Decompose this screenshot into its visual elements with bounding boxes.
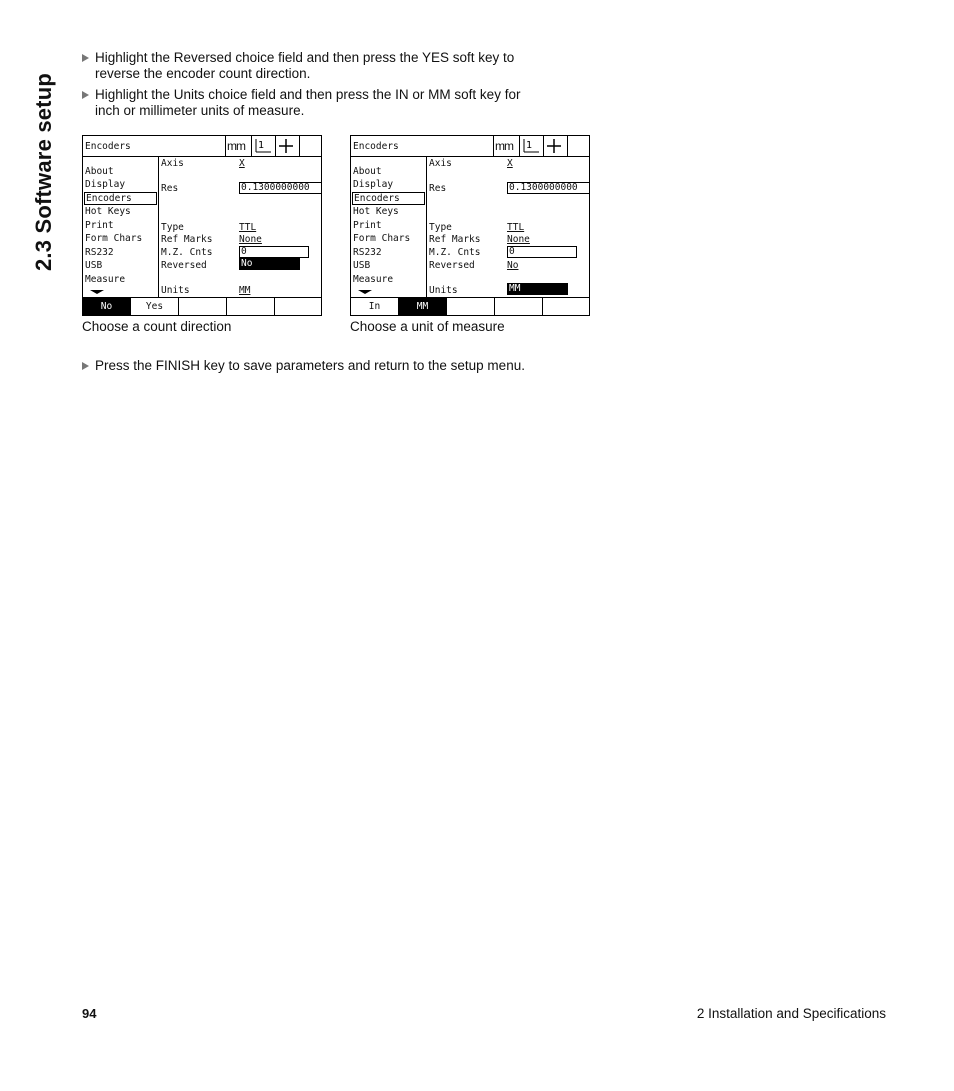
softkey-empty[interactable]	[495, 298, 543, 316]
encoders-screen-units	[350, 135, 590, 316]
svg-text:1: 1	[258, 140, 265, 151]
menu-item-print[interactable]: Print	[85, 220, 114, 231]
instruction-text: Press the FINISH key to save parameters and return to the setup menu.	[95, 358, 525, 373]
axis-label: Axis	[161, 158, 184, 169]
bullet-arrow-icon	[82, 362, 89, 370]
scroll-down-icon[interactable]	[358, 290, 372, 294]
menu-item-hot-keys[interactable]: Hot Keys	[353, 206, 399, 217]
axis-value[interactable]: X	[507, 158, 513, 169]
scroll-down-icon[interactable]	[90, 290, 104, 294]
divider	[543, 136, 544, 156]
type-value[interactable]: TTL	[239, 222, 257, 233]
page-number: 94	[82, 1006, 97, 1021]
mz-cnts-label: M.Z. Cnts	[429, 247, 481, 258]
units-value[interactable]: MM	[239, 285, 251, 296]
softkey-no[interactable]: No	[83, 298, 131, 316]
bullet-arrow-icon	[82, 91, 89, 99]
ref-marks-label: Ref Marks	[161, 234, 213, 245]
ref-marks-value[interactable]: None	[507, 234, 530, 245]
section-title	[24, 52, 64, 292]
encoders-screen-direction	[82, 135, 322, 316]
divider	[426, 156, 427, 297]
divider	[299, 136, 300, 156]
res-field[interactable]: 0.1300000000	[507, 182, 590, 194]
softkey-yes[interactable]: Yes	[131, 298, 179, 316]
axis-value[interactable]: X	[239, 158, 245, 169]
reversed-label: Reversed	[429, 260, 475, 271]
instruction-text: Highlight the Units choice field and then press the IN or MM soft key for inch or millimeter units of measure.	[95, 87, 521, 118]
softkey-empty[interactable]	[275, 298, 321, 316]
menu-item-usb[interactable]: USB	[353, 260, 371, 271]
screen-header	[83, 136, 321, 157]
divider	[567, 136, 568, 156]
divider	[519, 136, 520, 156]
axis-label: Axis	[429, 158, 452, 169]
res-label: Res	[161, 183, 179, 194]
softkey-in[interactable]: In	[351, 298, 399, 316]
reversed-field-highlighted[interactable]: No	[239, 258, 300, 270]
menu-item-form-chars[interactable]: Form Chars	[85, 233, 143, 244]
softkey-empty[interactable]	[447, 298, 495, 316]
crosshair-icon	[278, 138, 294, 154]
menu-item-display[interactable]: Display	[353, 179, 394, 190]
menu-item-usb[interactable]: USB	[85, 260, 103, 271]
type-value[interactable]: TTL	[507, 222, 525, 233]
ref-marks-label: Ref Marks	[429, 234, 481, 245]
softkey-empty[interactable]	[227, 298, 275, 316]
reference-datum-icon	[522, 138, 540, 154]
menu-item-hot-keys[interactable]: Hot Keys	[85, 206, 131, 217]
divider	[275, 136, 276, 156]
units-label: Units	[161, 285, 190, 296]
menu-item-encoders[interactable]: Encoders	[352, 192, 425, 205]
screen-title: Encoders	[85, 141, 131, 152]
menu-item-about[interactable]: About	[353, 166, 382, 177]
mz-cnts-field[interactable]: 0	[239, 246, 309, 258]
instruction-text: Highlight the Reversed choice field and then press the YES soft key to reverse the encoder count direction.	[95, 50, 515, 81]
instruction-finish	[82, 358, 542, 374]
figure-caption: Choose a count direction	[82, 319, 232, 334]
menu-item-display[interactable]: Display	[85, 179, 126, 190]
menu-item-encoders[interactable]: Encoders	[84, 192, 157, 205]
menu-item-measure[interactable]: Measure	[353, 274, 394, 285]
menu-item-measure[interactable]: Measure	[85, 274, 126, 285]
softkey-bar	[351, 297, 589, 316]
instruction-units	[82, 87, 542, 119]
menu-item-print[interactable]: Print	[353, 220, 382, 231]
ref-marks-value[interactable]: None	[239, 234, 262, 245]
chapter-footer: 2 Installation and Specifications	[696, 1006, 886, 1021]
crosshair-icon	[546, 138, 562, 154]
divider	[493, 136, 494, 156]
menu-item-about[interactable]: About	[85, 166, 114, 177]
units-field-highlighted[interactable]: MM	[507, 283, 568, 295]
screen-header	[351, 136, 589, 157]
mz-cnts-field[interactable]: 0	[507, 246, 577, 258]
instruction-reversed	[82, 50, 542, 82]
reversed-label: Reversed	[161, 260, 207, 271]
type-label: Type	[161, 222, 184, 233]
reversed-value[interactable]: No	[507, 260, 519, 271]
menu-item-rs232[interactable]: RS232	[85, 247, 114, 258]
res-label: Res	[429, 183, 447, 194]
type-label: Type	[429, 222, 452, 233]
bullet-arrow-icon	[82, 54, 89, 62]
units-label: Units	[429, 285, 458, 296]
divider	[251, 136, 252, 156]
section-title-text: 2.3 Software setup	[31, 73, 56, 271]
figure-caption: Choose a unit of measure	[350, 319, 505, 334]
softkey-empty[interactable]	[543, 298, 589, 316]
divider	[225, 136, 226, 156]
menu-item-form-chars[interactable]: Form Chars	[353, 233, 411, 244]
screen-title: Encoders	[353, 141, 399, 152]
softkey-empty[interactable]	[179, 298, 227, 316]
divider	[158, 156, 159, 297]
units-indicator: mm	[495, 139, 513, 153]
units-indicator: mm	[227, 139, 245, 153]
svg-text:1: 1	[526, 140, 533, 151]
softkey-bar	[83, 297, 321, 316]
mz-cnts-label: M.Z. Cnts	[161, 247, 213, 258]
res-field[interactable]: 0.1300000000	[239, 182, 322, 194]
softkey-mm[interactable]: MM	[399, 298, 447, 316]
reference-datum-icon	[254, 138, 272, 154]
menu-item-rs232[interactable]: RS232	[353, 247, 382, 258]
